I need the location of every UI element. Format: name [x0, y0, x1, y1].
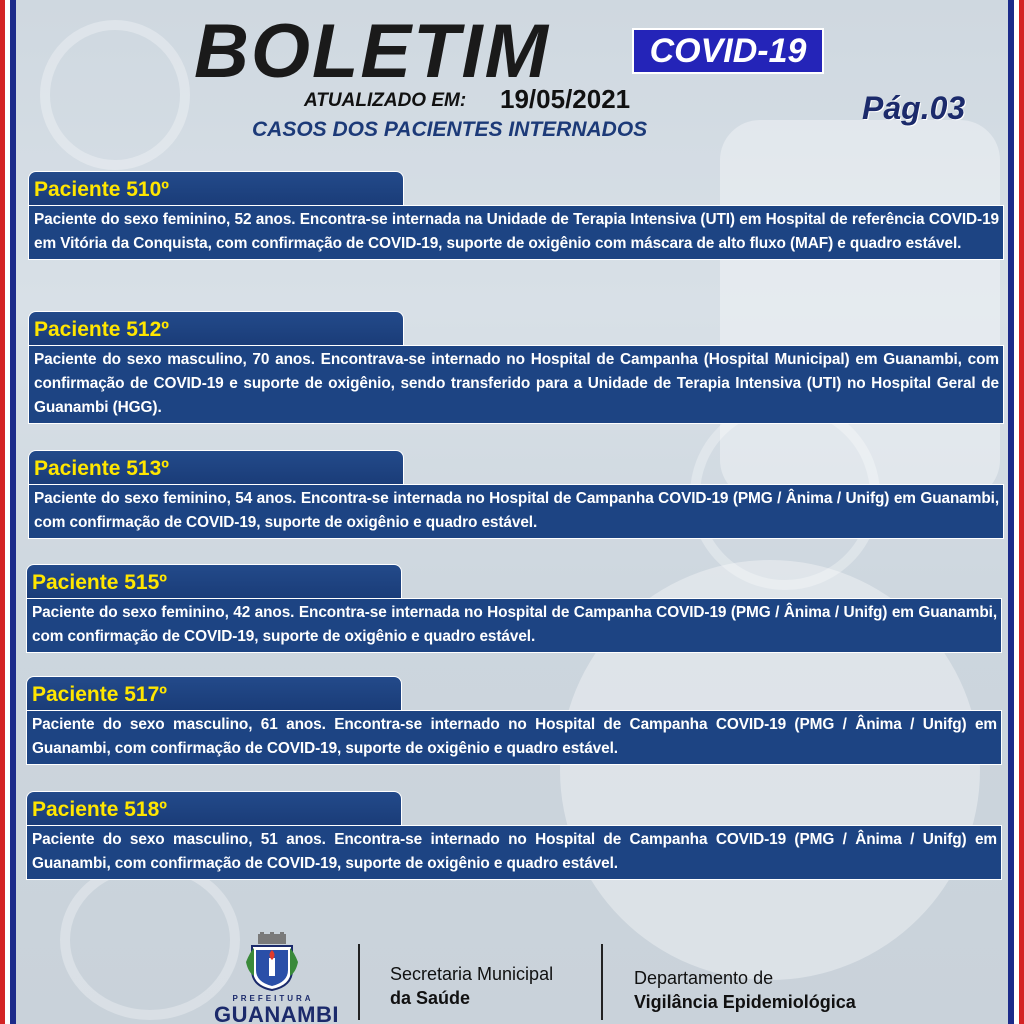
departamento-line2: Vigilância Epidemiológica — [634, 992, 856, 1012]
patient-label: Paciente 510º — [28, 171, 404, 206]
patient-label: Paciente 515º — [26, 564, 402, 599]
departamento-line1: Departamento de — [634, 968, 774, 988]
background-virus-decoration — [40, 20, 190, 170]
guanambi-crest-icon — [244, 932, 300, 992]
left-flag-stripe — [0, 0, 16, 1024]
section-subtitle: CASOS DOS PACIENTES INTERNADOS — [252, 118, 648, 141]
background-building-decoration — [720, 120, 1000, 500]
right-flag-stripe — [1008, 0, 1024, 1024]
patient-description: Paciente do sexo masculino, 70 anos. Encontrava-se internado no Hospital de Campanha (Hospital Municipal) em Guanambi, com confirmação de COVID-19 e suporte de oxigênio, sendo transferido para a Unidade de Terapia Intensiva (UTI) no Hospital Geral de Guanambi (HGG). — [28, 345, 1004, 424]
page-number: Pág.03 — [862, 90, 966, 126]
footer-secretaria — [390, 962, 553, 1010]
secretaria-line2: da Saúde — [390, 988, 471, 1008]
footer-divider — [358, 944, 360, 1020]
patient-description: Paciente do sexo masculino, 51 anos. Encontra-se internado no Hospital de Campanha COVID-19 (PMG / Ânima / Unifg) em Guanambi, com confirmação de COVID-19, suporte de oxigênio e quadro estável. — [26, 825, 1002, 880]
logo-prefeitura-text: PREFEITURA — [232, 994, 314, 1003]
bulletin-title: BOLETIM — [194, 9, 550, 94]
patient-label: Paciente 513º — [28, 450, 404, 485]
guanambi-logo — [214, 930, 339, 1024]
patient-label: Paciente 512º — [28, 311, 404, 346]
logo-city-name: GUANAMBI — [214, 1002, 339, 1024]
updated-label: ATUALIZADO EM: — [304, 90, 467, 111]
patient-label: Paciente 518º — [26, 791, 402, 826]
patient-description: Paciente do sexo masculino, 61 anos. Encontra-se internado no Hospital de Campanha COVID-19 (PMG / Ânima / Unifg) em Guanambi, com confirmação de COVID-19, suporte de oxigênio e quadro estável. — [26, 710, 1002, 765]
footer-departamento — [634, 966, 856, 1014]
secretaria-line1: Secretaria Municipal — [390, 964, 554, 984]
updated-date: 19/05/2021 — [500, 84, 631, 114]
covid-badge: COVID-19 — [632, 28, 824, 74]
patient-description: Paciente do sexo feminino, 54 anos. Encontra-se internada no Hospital de Campanha COVID-19 (PMG / Ânima / Unifg) em Guanambi, com confirmação de COVID-19, suporte de oxigênio e quadro estável. — [28, 484, 1004, 539]
background-virus-decoration — [60, 860, 240, 1020]
patient-description: Paciente do sexo feminino, 42 anos. Encontra-se internada no Hospital de Campanha COVID-19 (PMG / Ânima / Unifg) em Guanambi, com confirmação de COVID-19, suporte de oxigênio e quadro estável. — [26, 598, 1002, 653]
patient-label: Paciente 517º — [26, 676, 402, 711]
footer-divider — [601, 944, 603, 1020]
patient-description: Paciente do sexo feminino, 52 anos. Encontra-se internada na Unidade de Terapia Intensiva (UTI) em Hospital de referência COVID-19 em Vitória da Conquista, com confirmação de COVID-19, suporte de oxigênio com máscara de alto fluxo (MAF) e quadro estável. — [28, 205, 1004, 260]
